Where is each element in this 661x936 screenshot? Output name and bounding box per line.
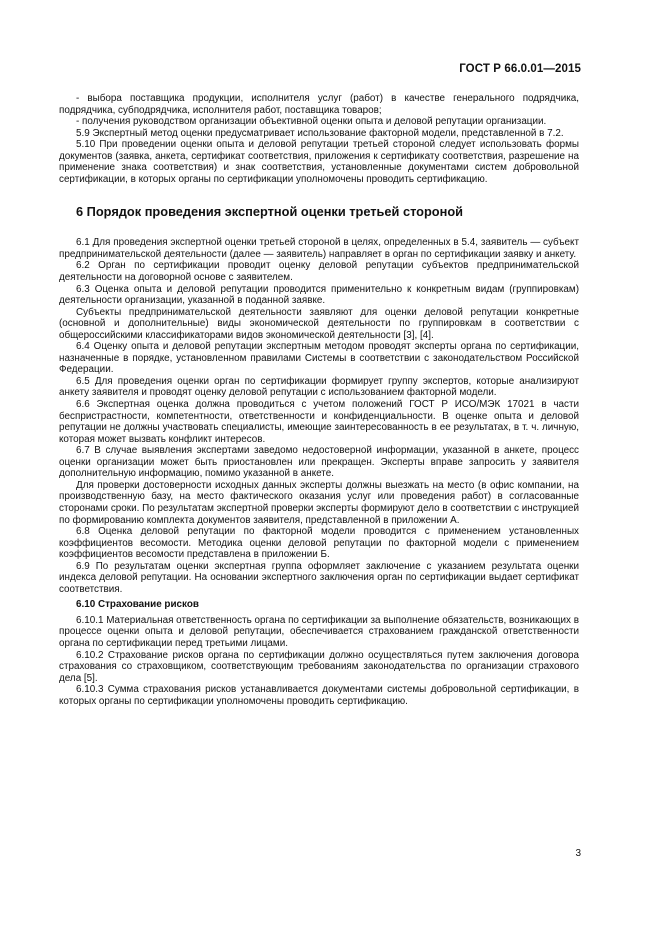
- paragraph: 6.9 По результатам оценки экспертная группа оформляет заключение с указанием результата оценки индекса деловой репутации. На основании экспертного заключения орган по сертификации выдает сертификат соответствия.: [59, 560, 579, 595]
- paragraph: 5.10 При проведении оценки опыта и деловой репутации третьей стороной следует использовать формы документов (заявка, анкета, сертификат соответствия, приложения к сертификату соответствия, разрешение на применение знака соответствия) и знак соответствия, установленные документами систем добровольной сертификации, в которых органы по сертификации уполномочены проводить сертификацию.: [59, 139, 579, 185]
- paragraph: 6.5 Для проведения оценки орган по сертификации формирует группу экспертов, которые анализируют анкету заявителя и проводят оценку деловой репутации с использованием факторной модели.: [59, 375, 579, 399]
- paragraph: 6.10.2 Страхование рисков органа по сертификации должно осуществляться путем заключения договора страхования со страховщиком, соответствующим требованиям законодательства по организации страхового дела [5].: [59, 649, 579, 684]
- paragraph: - выбора поставщика продукции, исполнителя услуг (работ) в качестве генерального подрядчика, подрядчика, субподрядчика, исполнителя работ, поставщика товаров;: [59, 93, 579, 116]
- paragraph: 6.1 Для проведения экспертной оценки третьей стороной в целях, определенных в 5.4, заявитель — субъект предпринимательской деятельности (далее — заявитель) направляет в орган по сертификации заявку и анкету.: [59, 237, 579, 260]
- paragraph: 6.7 В случае выявления экспертами заведомо недостоверной информации, указанной в анкете, процесс оценки организации может быть приостановлен или прекращен. Эксперты вправе запросить у заявителя дополнительную информацию, помимо указанной в анкете.: [59, 445, 579, 480]
- paragraph: 6.10.3 Сумма страхования рисков устанавливается документами системы добровольной сертификации, в которых органы по сертификации уполномочены проводить сертификацию.: [59, 684, 579, 707]
- section-heading: 6 Порядок проведения экспертной оценки третьей стороной: [76, 204, 464, 220]
- document-body: [59, 93, 579, 707]
- subsection-heading: 6.10 Страхование рисков: [76, 599, 199, 611]
- paragraph: - получения руководством организации объективной оценки опыта и деловой репутации организации.: [76, 116, 547, 128]
- document-code-header: ГОСТ Р 66.0.01—2015: [459, 63, 581, 75]
- paragraph: 6.10.1 Материальная ответственность органа по сертификации за выполнение обязательств, возникающих в процессе оценки опыта и деловой репутации, обеспечивается страхованием гражданской ответственности органа по сертификации перед третьими лицами.: [59, 614, 579, 649]
- paragraph: 6.2 Орган по сертификации проводит оценку деловой репутации субъектов предпринимательской деятельности на договорной основе с заявителем.: [59, 260, 579, 284]
- paragraph: 6.4 Оценку опыта и деловой репутации экспертным методом проводят эксперты органа по сертификации, назначенные в порядке, установленном правилами Системы в соответствии с законодательством Российской Федерации.: [59, 341, 579, 376]
- paragraph: 6.6 Экспертная оценка должна проводиться с учетом положений ГОСТ Р ИСО/МЭК 17021 в части беспристрастности, компетентности, ответственности и конфиденциальности. В оценке опыта и деловой репутации не должны участвовать специалисты, имеющие заинтересованность в ее результатах, в т. ч. личную, которая может вызвать конфликт интересов.: [59, 399, 579, 445]
- paragraph: 6.3 Оценка опыта и деловой репутации проводится применительно к конкретным видам (группировкам) деятельности организации, указанной в поданной заявке.: [59, 283, 579, 307]
- paragraph: Для проверки достоверности исходных данных эксперты должны выезжать на место (в офис компании, на производственную базу, на место фактического оказания услуг или проведения работ) в согласованные сторонами сроки. По результатам экспертной проверки эксперты формируют дело в соответствии с инструкцией по формированию комплекта документов заявителя, представленной в приложении А.: [59, 479, 579, 526]
- paragraph: 5.9 Экспертный метод оценки предусматривает использование факторной модели, представленной в 7.2.: [76, 127, 564, 139]
- paragraph: 6.8 Оценка деловой репутации по факторной модели проводится с применением установленных коэффициентов весомости. Методика оценки деловой репутации по факторной модели с применением коэффициентов весомости представлена в приложении Б.: [59, 526, 579, 561]
- paragraph: Субъекты предпринимательской деятельности заявляют для оценки деловой репутации конкретные (основной и дополнительные) виды экономической деятельности по группировкам в соответствии с общероссийскими классификаторами видов экономической деятельности [3], [4].: [59, 306, 579, 341]
- page-number: 3: [575, 848, 581, 859]
